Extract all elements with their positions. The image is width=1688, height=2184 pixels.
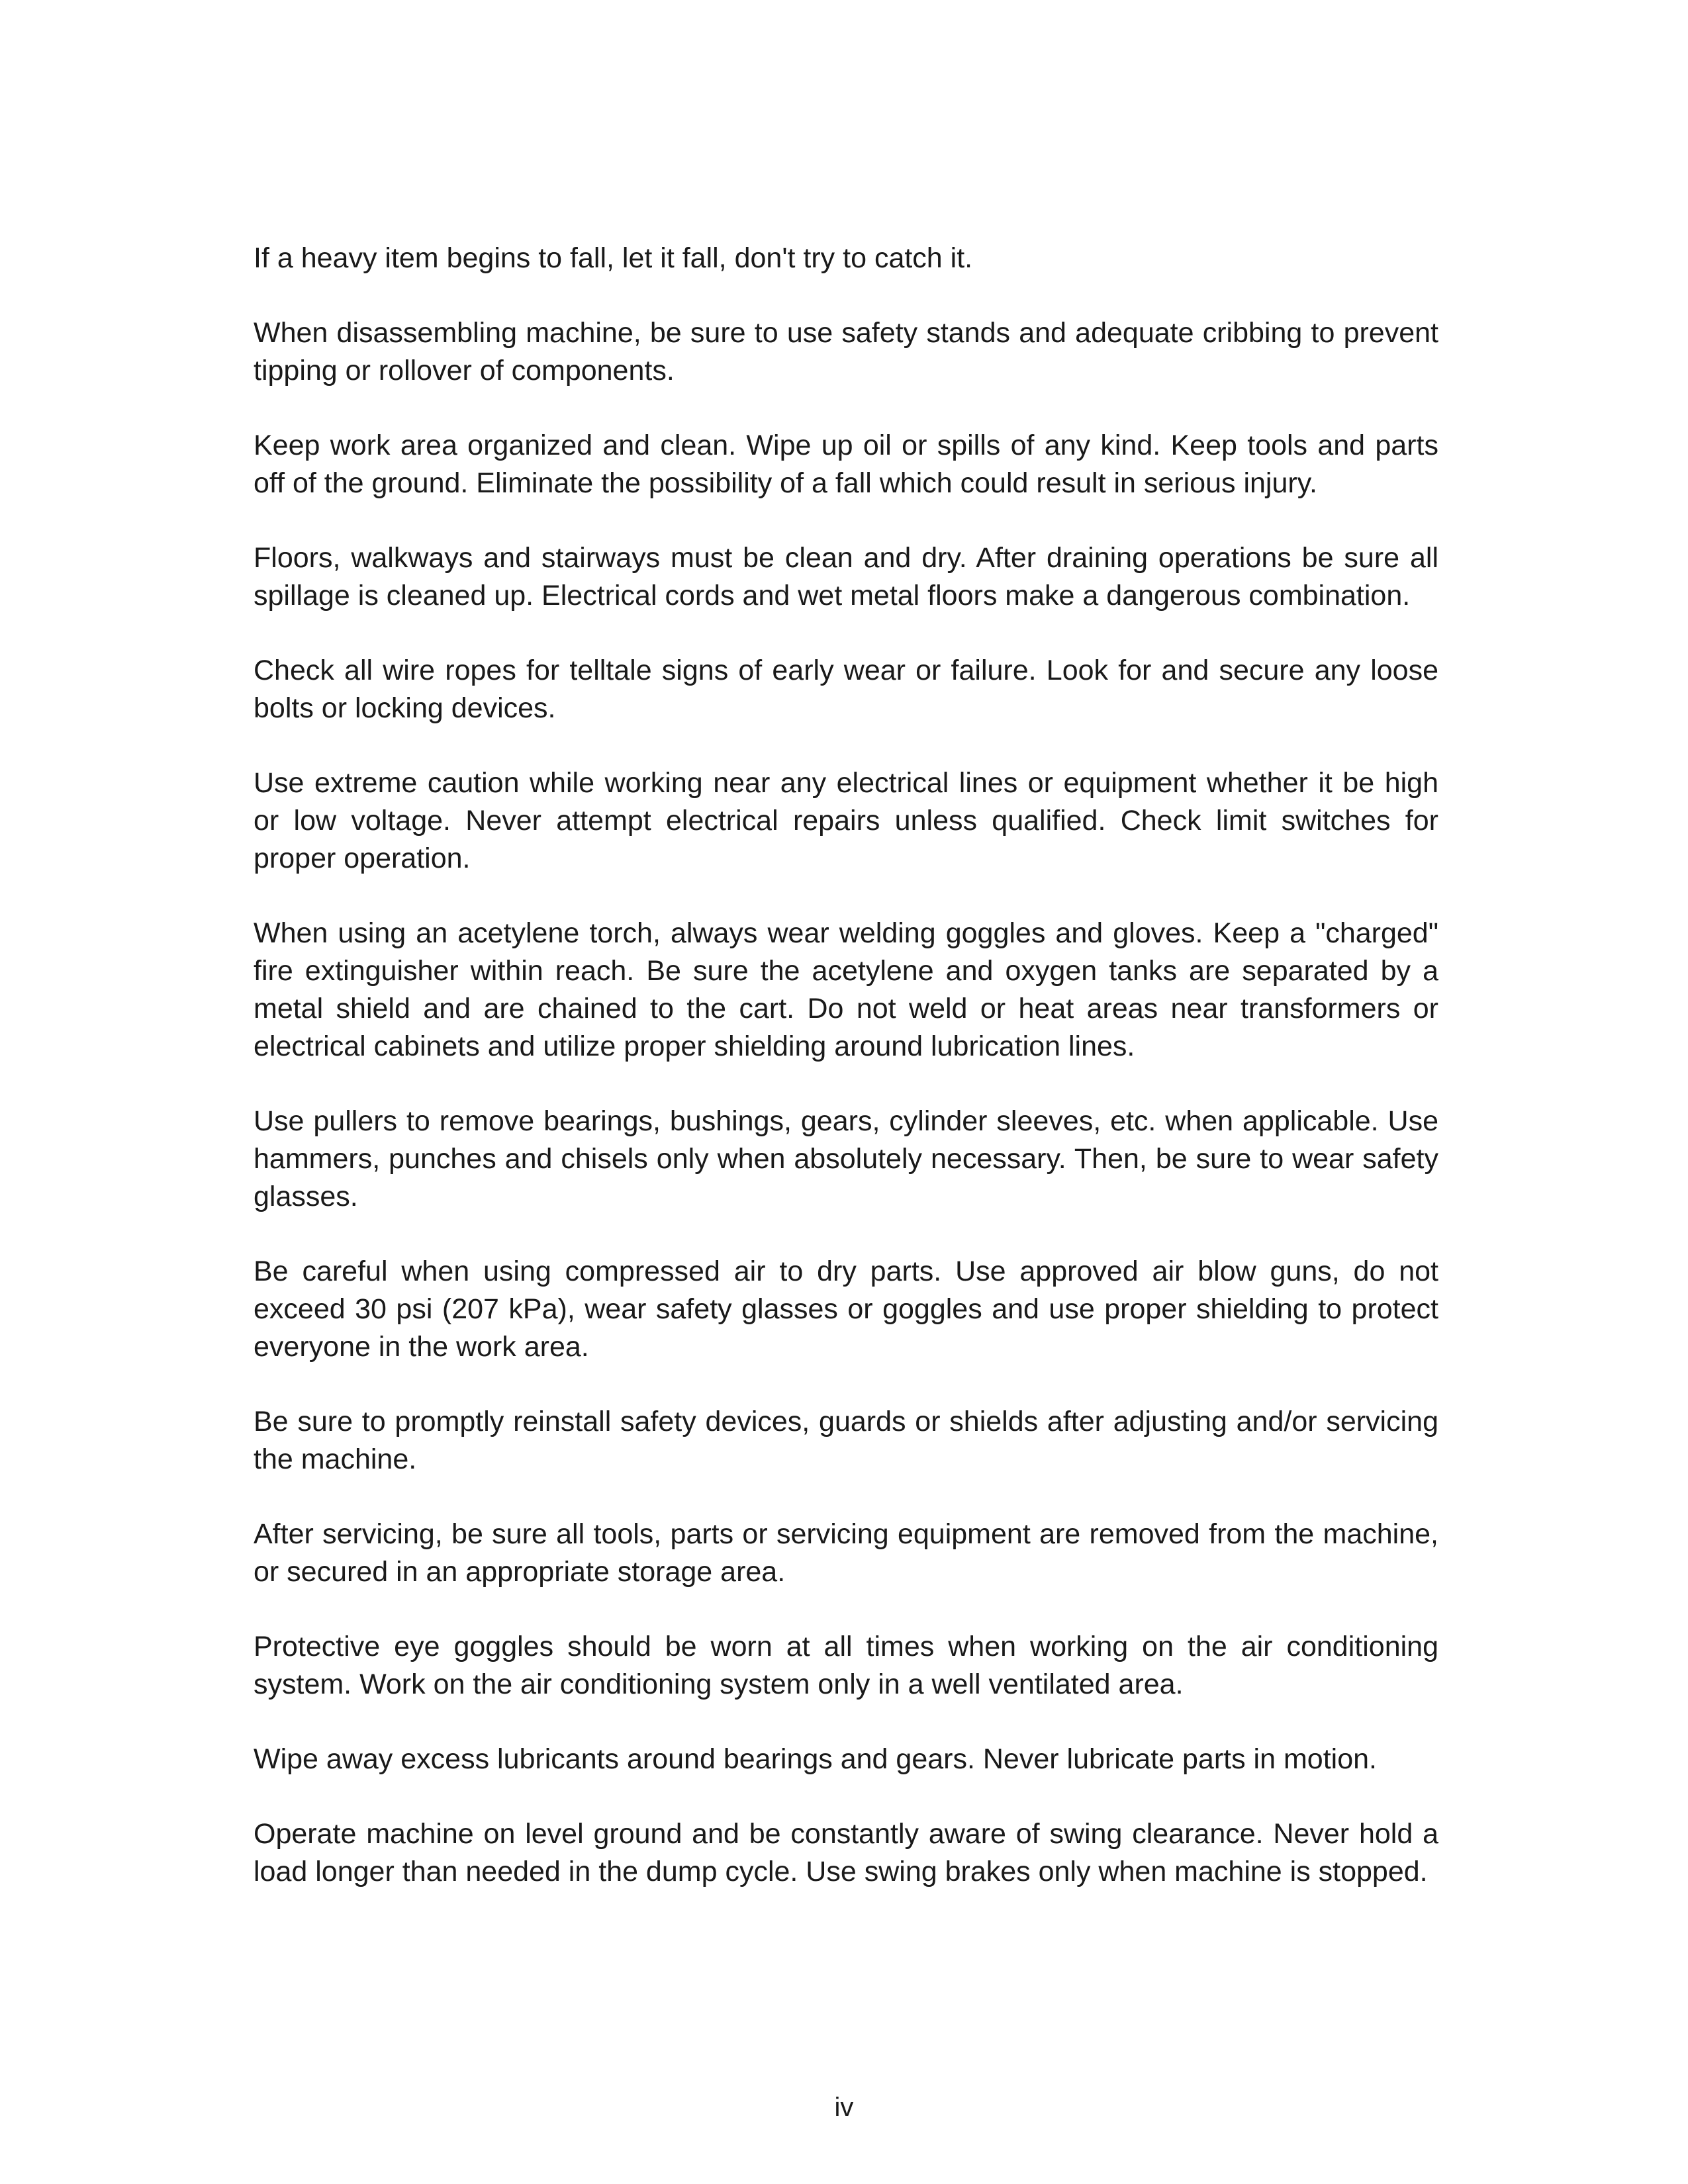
paragraph: Use pullers to remove bearings, bushings, gears, cylinder sleeves, etc. when applicable. Use hammers, punches and chisels only when absolutely necessary. Then, be sure to wear safety glasses. [254,1105,1438,1212]
paragraph: Floors, walkways and stairways must be clean and dry. After draining operations be sure all spillage is cleaned up. Electrical cords and wet metal floors make a dangerous combination. [254,542,1438,612]
paragraph: Be careful when using compressed air to dry parts. Use approved air blow guns, do not exceed 30 psi (207 kPa), wear safety glasses or goggles and use proper shielding to protect everyone in the work area. [254,1255,1438,1363]
paragraph: Be sure to promptly reinstall safety devices, guards or shields after adjusting and/or servicing the machine. [254,1406,1438,1475]
paragraph: Wipe away excess lubricants around bearings and gears. Never lubricate parts in motion. [254,1743,1377,1775]
paragraph: Check all wire ropes for telltale signs of early wear or failure. Look for and secure any loose bolts or locking devices. [254,655,1438,724]
paragraph: If a heavy item begins to fall, let it fall, don't try to catch it. [254,242,973,274]
paragraph: Protective eye goggles should be worn at all times when working on the air conditioning system. Work on the air conditioning system only in a well ventilated area. [254,1631,1438,1700]
page-number: iv [834,2093,854,2122]
paragraph: Keep work area organized and clean. Wipe up oil or spills of any kind. Keep tools and parts off of the ground. Eliminate the possibility of a fall which could result in serious injury. [254,430,1438,499]
paragraph: When disassembling machine, be sure to use safety stands and adequate cribbing to prevent tipping or rollover of components. [254,317,1438,387]
paragraph: After servicing, be sure all tools, parts or servicing equipment are removed from the machine, or secured in an appropriate storage area. [254,1518,1438,1588]
paragraph: Use extreme caution while working near any electrical lines or equipment whether it be high or low voltage. Never attempt electrical repairs unless qualified. Check limit switches for proper operation. [254,767,1438,874]
paragraph: When using an acetylene torch, always wear welding goggles and gloves. Keep a "charged" fire extinguisher within reach. Be sure the acetylene and oxygen tanks are separated by a metal shield and are chained to the cart. Do not weld or heat areas near transformers or electrical cabinets and utilize proper shielding around lubrication lines. [254,917,1438,1062]
paragraph: Operate machine on level ground and be constantly aware of swing clearance. Never hold a load longer than needed in the dump cycle. Use swing brakes only when machine is stopped. [254,1818,1438,1888]
safety-text-body [254,240,1438,1928]
